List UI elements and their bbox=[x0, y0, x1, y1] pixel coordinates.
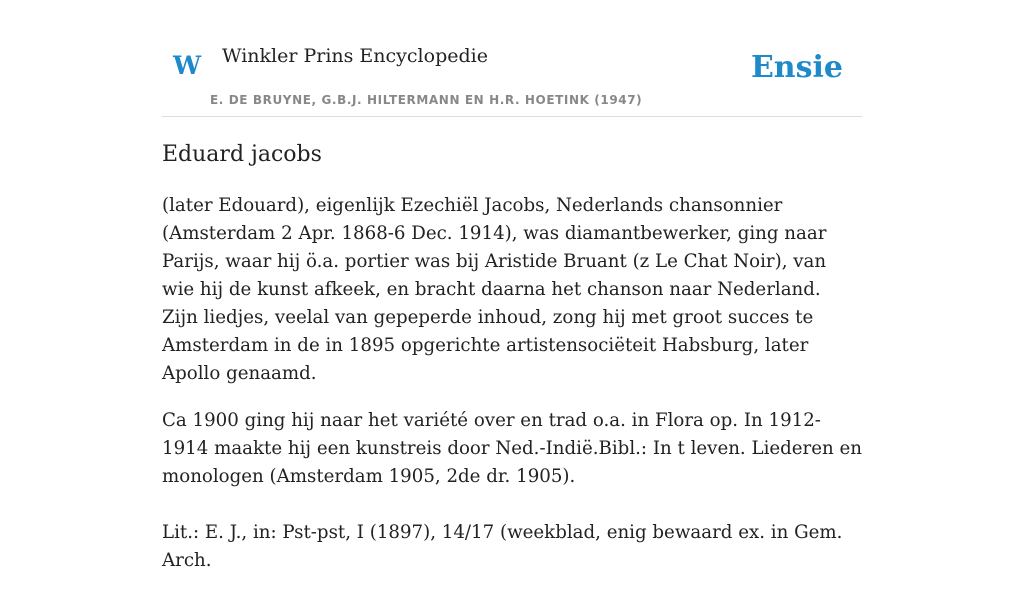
brand-logo[interactable]: Ensie bbox=[750, 50, 843, 85]
site-header bbox=[162, 0, 862, 117]
page bbox=[162, 0, 862, 571]
source-authors: E. DE BRUYNE, G.B.J. HILTERMANN EN H.R. HOETINK (1947) bbox=[210, 93, 643, 107]
entry-paragraph: (later Edouard), eigenlijk Ezechiël Jacobs, Nederlands chansonnier (Amsterdam 2 Apr. 1868-6 Dec. 1914), was diamantbewerker, ging naar Parijs, waar hij ö.a. portier was bij Aristide Bruant (z Le Chat Noir), van wie hij de kunst afkeek, en bracht daarna het chanson naar Nederland. Zijn liedjes, veelal van gepeperde inhoud, zong hij met groot succes te Amsterdam in de in 1895 opgerichte artistensociëteit Habsburg, later Apollo genaamd. bbox=[162, 195, 827, 384]
entry-body bbox=[162, 192, 862, 594]
source-title[interactable]: Winkler Prins Encyclopedie bbox=[222, 45, 488, 67]
entry-paragraph: Ca 1900 ging hij naar het variété over en trad o.a. in Flora op. In 1912-1914 maakte hij een kunstreis door Ned.-Indië.Bibl.: In t leven. Liederen en monologen (Amsterdam 1905, 2de dr. 1905). bbox=[162, 410, 862, 487]
entry-paragraph: Lit.: E. J., in: Pst-pst, I (1897), 14/17 (weekblad, enig bewaard ex. in Gem. Arch. bbox=[162, 522, 843, 571]
encyclopedia-logo-icon[interactable]: W bbox=[173, 51, 202, 80]
entry-title: Eduard jacobs bbox=[162, 142, 322, 167]
